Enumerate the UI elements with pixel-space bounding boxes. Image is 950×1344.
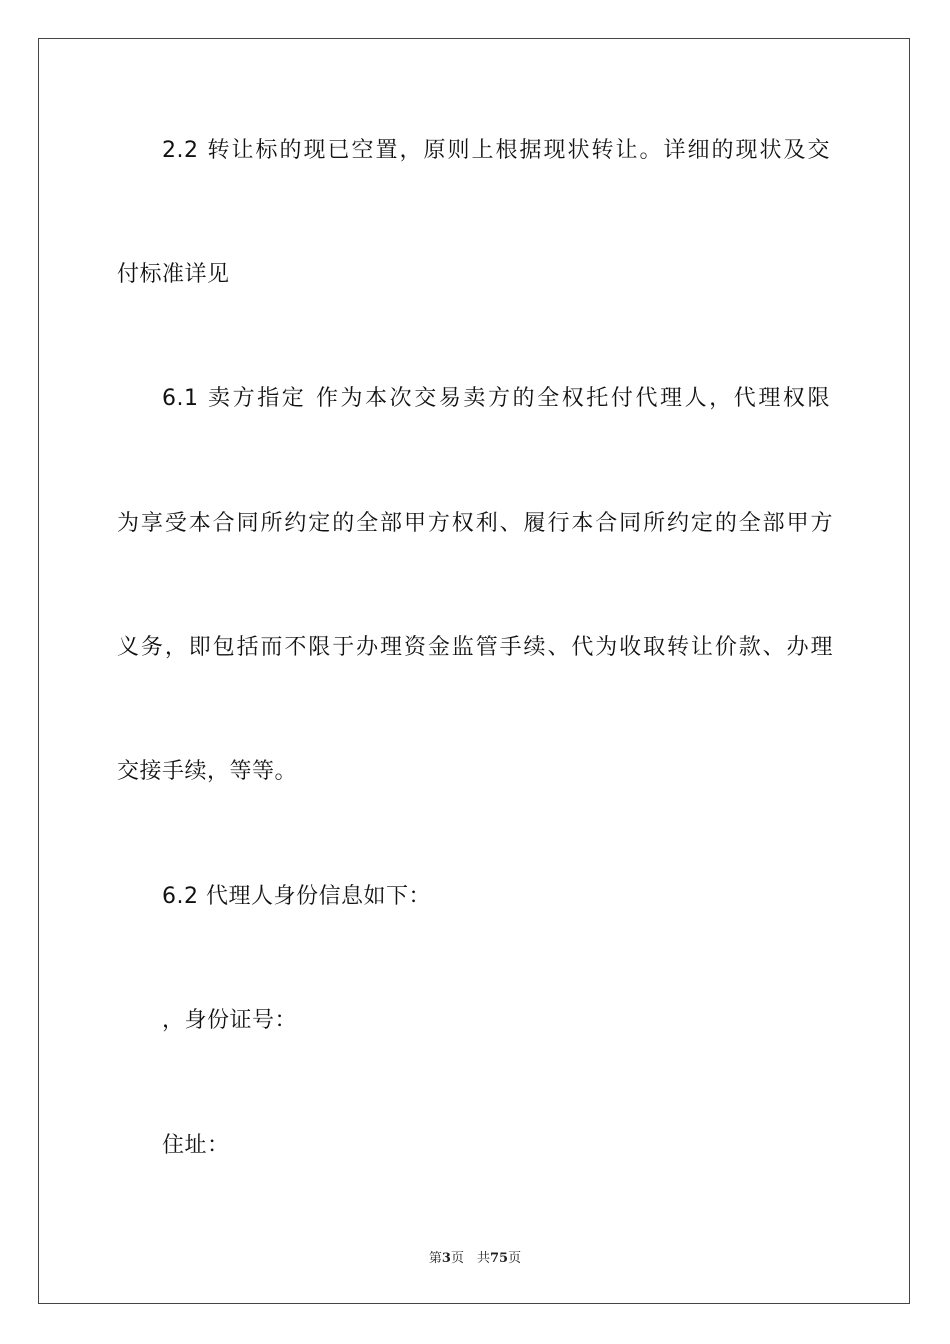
total-page-count: 75 — [489, 1251, 509, 1266]
page-footer — [0, 1247, 950, 1266]
paragraph-6-1-line-2: 为享受本合同所约定的全部甲方权利、履行本合同所约定的全部甲方 — [117, 511, 833, 536]
id-number-line: ，身份证号： — [162, 1008, 298, 1033]
address-line: 住址： — [162, 1133, 230, 1158]
paragraph-6-1-line-3: 义务，即包括而不限于办理资金监管手续、代为收取转让价款、办理 — [117, 635, 833, 660]
paragraph-6-1-line-4: 交接手续，等等。 — [117, 759, 298, 784]
footer-middle: 页 共 — [450, 1251, 490, 1266]
paragraph-6-2: 6.2 代理人身份信息如下： — [162, 884, 431, 909]
footer-suffix: 页 — [508, 1251, 522, 1266]
paragraph-6-1-line-1: 6.1 卖方指定 作为本次交易卖方的全权托付代理人，代理权限 — [162, 386, 830, 411]
paragraph-2-2-line-1: 2.2 转让标的现已空置，原则上根据现状转让。详细的现状及交 — [162, 138, 830, 163]
paragraph-2-2-line-2: 付标准详见 — [117, 262, 230, 287]
page-border — [38, 38, 910, 1304]
current-page-number: 3 — [441, 1251, 451, 1266]
footer-prefix: 第 — [428, 1251, 442, 1266]
